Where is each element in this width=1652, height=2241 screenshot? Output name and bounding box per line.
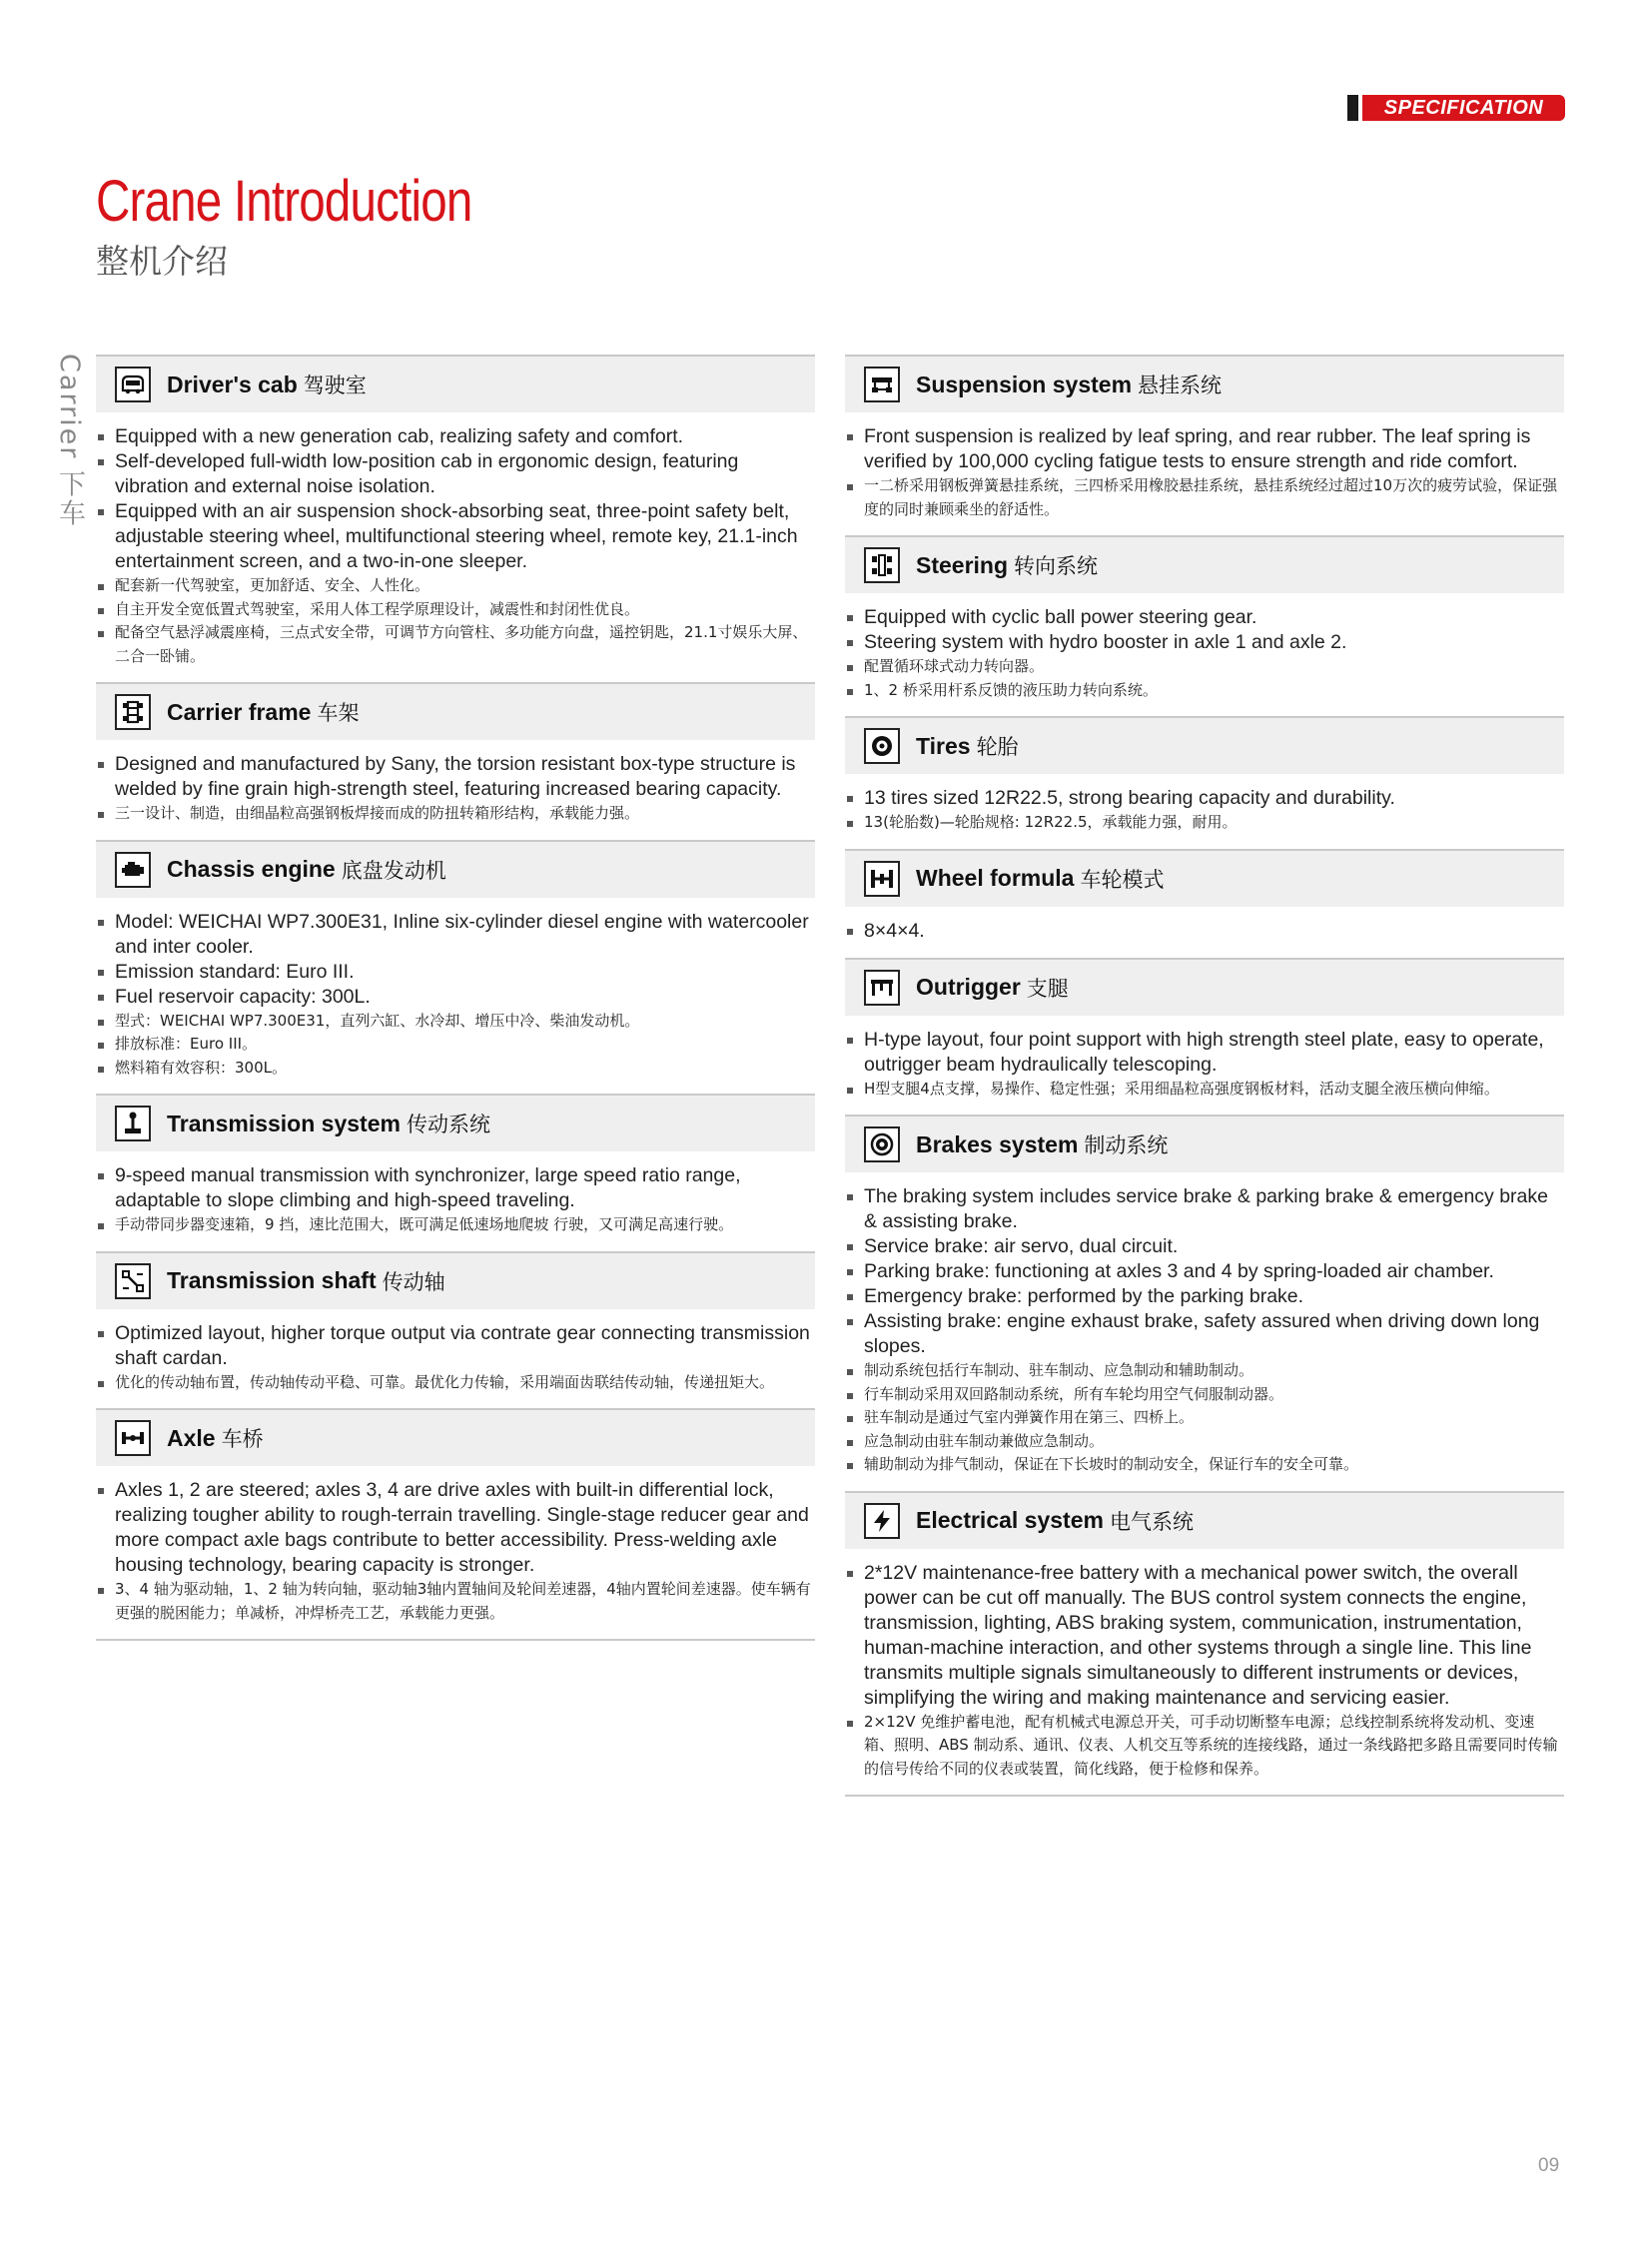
bullet-cn: H型支腿4点支撑，易操作、稳定性强；采用细晶粒高强度钢板材料，活动支腿全液压横向伸缩。 [845,1078,1564,1102]
section-body [96,1151,815,1251]
section-body [96,1309,815,1409]
bullet-en: Front suspension is realized by leaf spring, and rear rubber. The leaf spring is verified by 100,000 cycling fatigue tests to ensure strength and ride comfort. [845,424,1564,474]
section-body [845,412,1564,535]
section-title: Axle [167,1424,216,1451]
bullet-cn: 燃料箱有效容积：300L。 [96,1057,815,1081]
section-wheel-formula [845,849,1564,958]
section-title: Transmission system [167,1110,401,1136]
bullet-cn: 行车制动采用双回路制动系统，所有车轮均用空气伺服制动器。 [845,1383,1564,1407]
english-bullets [845,786,1564,811]
english-bullets [96,1478,815,1578]
side-label: Carrier 下车 [54,354,85,528]
section-steering [845,535,1564,716]
column-end-rule [96,1639,815,1641]
section-body [96,1466,815,1639]
section-body [96,412,815,682]
section-body [96,898,815,1095]
chinese-bullets [845,1078,1564,1102]
bullet-cn: 2×12V 免维护蓄电池，配有机械式电源总开关，可手动切断整车电源；总线控制系统将发动机、变速箱、照明、ABS 制动系、通讯、仪表、人机交互等系统的连接线路，通过一条线路把多路且需要同时传输的信号传给不同的仪表或装置，简化线路，便于检修和保养。 [845,1711,1564,1782]
bullet-en: Assisting brake: engine exhaust brake, safety assured when driving down long slopes. [845,1309,1564,1359]
badge-bar [1347,95,1358,121]
specification-badge [1347,95,1565,121]
bullet-cn: 自主开发全宽低置式驾驶室，采用人体工程学原理设计，减震性和封闭性优良。 [96,598,815,622]
bullet-en: Equipped with a new generation cab, realizing safety and comfort. [96,424,815,449]
section-body [96,740,815,840]
section-header [96,355,815,412]
chinese-bullets [96,574,815,668]
section-header [845,1115,1564,1172]
section-header [96,682,815,740]
bullet-en: Steering system with hydro booster in axle 1 and axle 2. [845,630,1564,655]
bullet-cn: 13(轮胎数)—轮胎规格: 12R22.5，承载能力强，耐用。 [845,811,1564,835]
column-end-rule [845,1795,1564,1797]
bullet-cn: 排放标准：Euro III。 [96,1033,815,1057]
section-title-cn: 电气系统 [1109,1509,1194,1534]
section-header [96,1251,815,1309]
section-title-cn: 转向系统 [1014,554,1099,578]
bullet-cn: 优化的传动轴布置，传动轴传动平稳、可靠。最优化力传输，采用端面齿联结传动轴，传递扭矩大。 [96,1371,815,1395]
chinese-bullets [845,655,1564,702]
bullet-en: The braking system includes service brake & parking brake & emergency brake & assisting brake. [845,1184,1564,1234]
section-body [845,774,1564,849]
brake-icon [864,1126,900,1162]
section-title-cn: 底盘发动机 [341,858,446,883]
section-header [845,535,1564,593]
tire-icon [864,728,900,764]
section-header [96,1094,815,1151]
lightning-icon [864,1503,900,1539]
bullet-en: Parking brake: functioning at axles 3 and 4 by spring-loaded air chamber. [845,1259,1564,1284]
section-title-cn: 驾驶室 [303,374,367,397]
chinese-bullets [96,802,815,826]
wheel-formula-icon [864,861,900,897]
chinese-bullets [96,1371,815,1395]
section-transmission-shaft [96,1251,815,1409]
section-header [845,958,1564,1016]
bullet-cn: 配套新一代驾驶室，更加舒适、安全、人性化。 [96,574,815,598]
page-subtitle: 整机介绍 [96,242,228,281]
bullet-cn: 型式：WEICHAI WP7.300E31，直列六缸、水冷却、增压中冷、柴油发动机。 [96,1010,815,1034]
chinese-bullets [845,1359,1564,1477]
section-title: Tires [916,732,971,759]
bullet-cn: 三一设计、制造，由细晶粒高强钢板焊接而成的防扭转箱形结构，承载能力强。 [96,802,815,826]
section-title-cn: 传动系统 [406,1113,490,1136]
section-carrier-frame [96,682,815,840]
bullet-cn: 1、2 桥采用杆系反馈的液压助力转向系统。 [845,679,1564,703]
section-title-cn: 悬挂系统 [1138,374,1223,397]
page-number: 09 [1538,2155,1560,2176]
bullet-en: 8×4×4. [845,919,1564,944]
section-title: Electrical system [916,1507,1104,1533]
section-body [845,1172,1564,1491]
section-title: Suspension system [916,371,1133,397]
bullet-en: Axles 1, 2 are steered; axles 3, 4 are drive axles with built-in differential lock, realizing tougher ability to rough-terrain travelling. Single-stage reducer gear and more compact axle bags contribute to better accessibility. Press-welding axle housing technology, bearing capacity is stronger. [96,1478,815,1578]
english-bullets [845,919,1564,944]
section-suspension-system [845,355,1564,535]
bullet-en: Equipped with cyclic ball power steering gear. [845,605,1564,630]
cab-icon [115,367,151,402]
section-title-cn: 车桥 [221,1427,264,1451]
english-bullets [96,424,815,574]
section-header [96,1408,815,1466]
section-body [845,907,1564,958]
shaft-icon [115,1263,151,1299]
english-bullets [96,752,815,802]
section-title: Transmission shaft [167,1267,377,1293]
section-title: Brakes system [916,1130,1079,1157]
outrigger-icon [864,970,900,1006]
english-bullets [96,910,815,1010]
section-title: Driver's cab [167,371,298,397]
section-title-cn: 传动轴 [382,1269,445,1294]
bullet-en: Emission standard: Euro III. [96,960,815,985]
axle-icon [115,1420,151,1456]
page-title: Crane Introduction [96,169,472,234]
section-tires [845,716,1564,849]
section-body [845,1016,1564,1116]
section-brakes-system [845,1115,1564,1491]
bullet-en: Optimized layout, higher torque output via contrate gear connecting transmission shaft cardan. [96,1321,815,1371]
english-bullets [845,1028,1564,1078]
bullet-cn: 应急制动由驻车制动兼做应急制动。 [845,1430,1564,1454]
section-axle [96,1408,815,1639]
english-bullets [845,1561,1564,1711]
section-title-cn: 车轮模式 [1080,867,1165,892]
steering-icon [864,547,900,583]
bullet-en: 13 tires sized 12R22.5, strong bearing capacity and durability. [845,786,1564,811]
section-title-cn: 轮胎 [976,735,1019,759]
section-title-cn: 支腿 [1026,976,1069,1001]
bullet-en: 2*12V maintenance-free battery with a mechanical power switch, the overall power can be cut off manually. The BUS control system connects the engine, transmission, lighting, ABS braking system, communication, instrumentation, human-machine interaction, and other systems through a single line. This line transmits multiple signals simultaneously to different instruments or devices, simplifying the wiring and making maintenance and servicing easier. [845,1561,1564,1711]
section-transmission-system [96,1094,815,1251]
badge-label: SPECIFICATION [1362,95,1565,121]
section-chassis-engine [96,840,815,1095]
english-bullets [96,1163,815,1213]
bullet-en: Fuel reservoir capacity: 300L. [96,985,815,1010]
bullet-cn: 制动系统包括行车制动、驻车制动、应急制动和辅助制动。 [845,1359,1564,1383]
left-column [96,355,815,1641]
bullet-cn: 手动带同步器变速箱，9 挡，速比范围大，既可满足低速场地爬坡 行驶，又可满足高速行驶。 [96,1213,815,1237]
section-header [845,849,1564,907]
chinese-bullets [845,474,1564,521]
chinese-bullets [845,1711,1564,1782]
bullet-cn: 配备空气悬浮减震座椅，三点式安全带，可调节方向管柱、多功能方向盘，遥控钥匙，21.1寸娱乐大屏、二合一卧铺。 [96,621,815,668]
chinese-bullets [96,1578,815,1625]
section-drivers-cab [96,355,815,682]
bullet-en: Self-developed full-width low-position cab in ergonomic design, featuring vibration and external noise isolation. [96,449,815,499]
section-header [845,1491,1564,1549]
english-bullets [845,1184,1564,1359]
chinese-bullets [96,1213,815,1237]
right-column [845,355,1564,1797]
bullet-cn: 配置循环球式动力转向器。 [845,655,1564,679]
section-title-cn: 制动系统 [1084,1133,1169,1157]
section-body [845,1549,1564,1796]
section-outrigger [845,958,1564,1116]
bullet-en: Designed and manufactured by Sany, the torsion resistant box-type structure is welded by fine grain high-strength steel, featuring increased bearing capacity. [96,752,815,802]
bullet-cn: 辅助制动为排气制动，保证在下长坡时的制动安全，保证行车的安全可靠。 [845,1453,1564,1477]
frame-icon [115,694,151,730]
bullet-en: 9-speed manual transmission with synchronizer, large speed ratio range, adaptable to slope climbing and high-speed traveling. [96,1163,815,1213]
bullet-en: H-type layout, four point support with high strength steel plate, easy to operate, outrigger beam hydraulically telescoping. [845,1028,1564,1078]
gearshift-icon [115,1106,151,1141]
section-header [845,716,1564,774]
section-title-cn: 车架 [317,701,360,725]
engine-icon [115,852,151,888]
section-header [845,355,1564,412]
english-bullets [845,424,1564,474]
section-title: Steering [916,551,1009,578]
english-bullets [96,1321,815,1371]
bullet-en: Equipped with an air suspension shock-absorbing seat, three-point safety belt, adjustable steering wheel, multifunctional steering wheel, remote key, 21.1-inch entertainment screen, and a two-in-one sleeper. [96,499,815,574]
bullet-cn: 3、4 轴为驱动轴，1、2 轴为转向轴，驱动轴3轴内置轴间及轮间差速器，4轴内置轮间差速器。使车辆有更强的脱困能力；单减桥，冲焊桥壳工艺，承载能力更强。 [96,1578,815,1625]
section-body [845,593,1564,716]
section-header [96,840,815,898]
bullet-en: Emergency brake: performed by the parking brake. [845,1284,1564,1309]
section-title: Chassis engine [167,856,336,882]
chinese-bullets [845,811,1564,835]
section-title: Carrier frame [167,698,312,725]
section-title: Outrigger [916,974,1021,1000]
bullet-en: Service brake: air servo, dual circuit. [845,1234,1564,1259]
bullet-en: Model: WEICHAI WP7.300E31, Inline six-cylinder diesel engine with watercooler and inter cooler. [96,910,815,960]
chinese-bullets [96,1010,815,1081]
bullet-cn: 一二桥采用钢板弹簧悬挂系统，三四桥采用橡胶悬挂系统，悬挂系统经过超过10万次的疲劳试验，保证强度的同时兼顾乘坐的舒适性。 [845,474,1564,521]
section-title: Wheel formula [916,865,1075,891]
section-electrical-system [845,1491,1564,1796]
english-bullets [845,605,1564,655]
suspension-icon [864,367,900,402]
bullet-cn: 驻车制动是通过气室内弹簧作用在第三、四桥上。 [845,1406,1564,1430]
